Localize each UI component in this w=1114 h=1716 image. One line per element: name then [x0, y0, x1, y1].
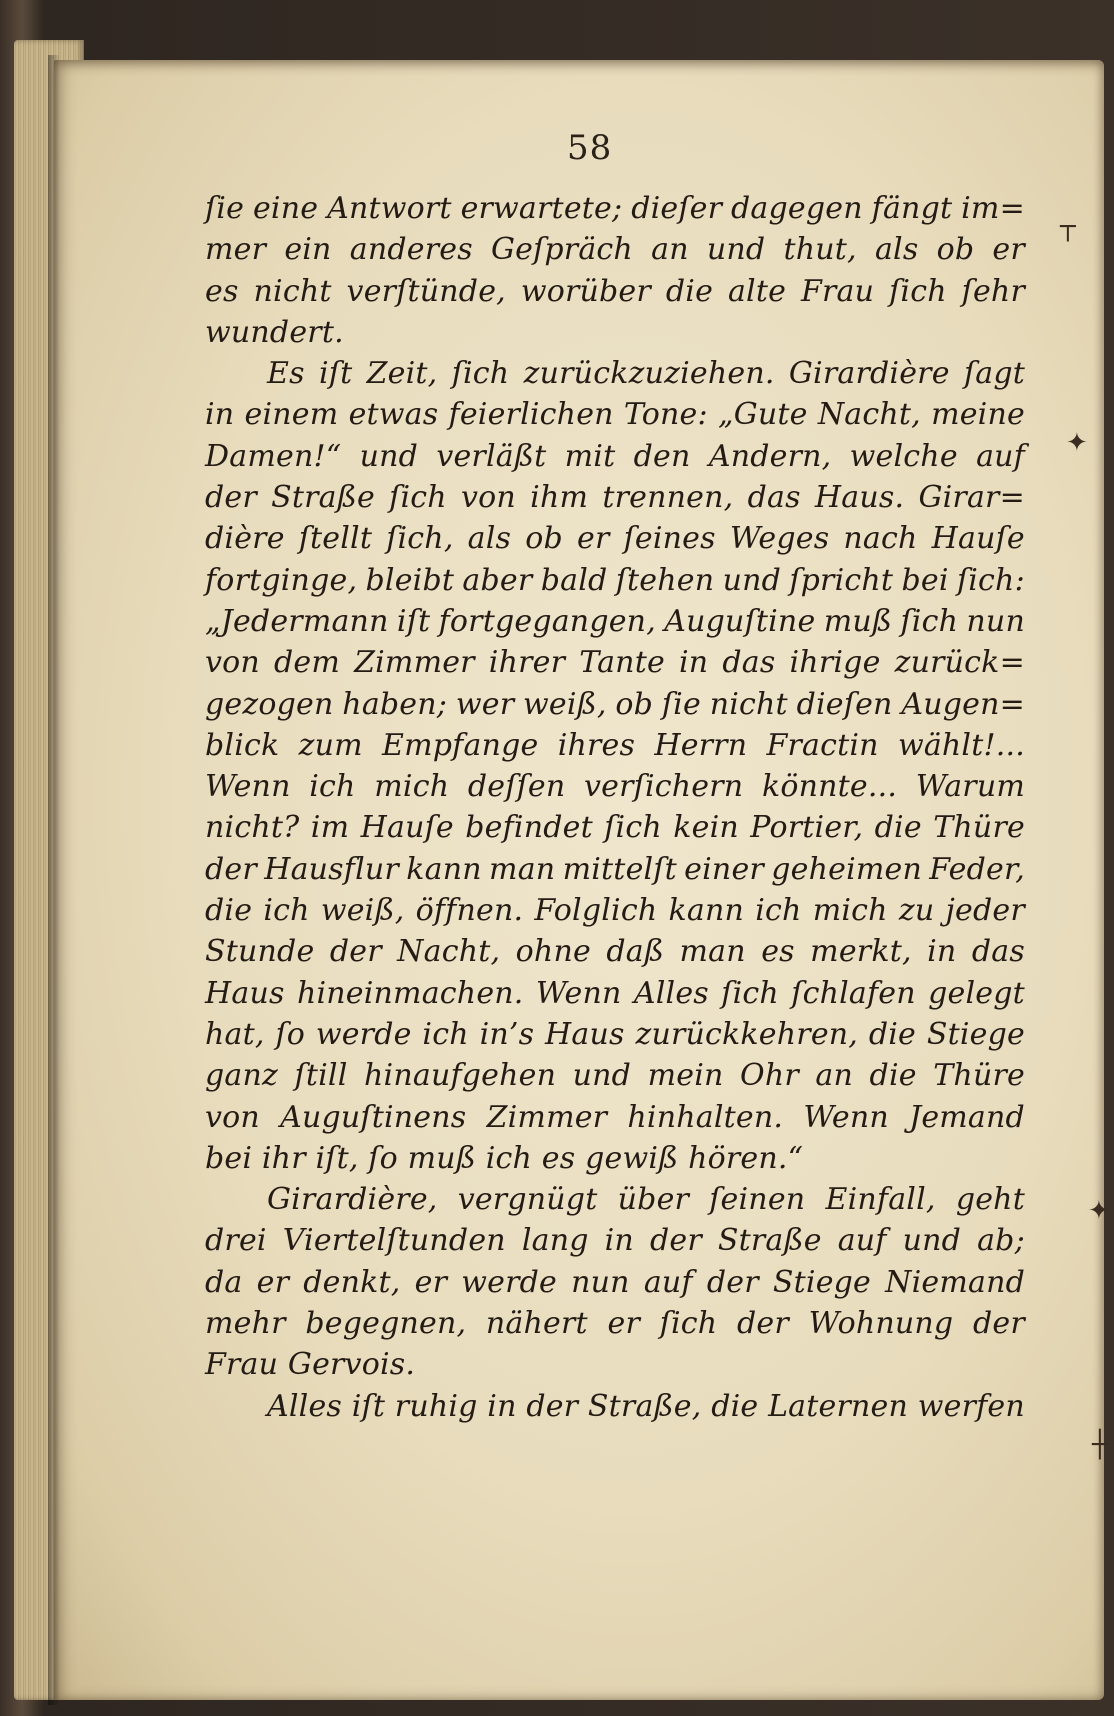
word: daß	[606, 934, 665, 970]
word: bei	[901, 562, 949, 598]
word: ſpricht	[789, 562, 894, 598]
word: dière	[205, 521, 285, 557]
word: Wenn	[803, 1099, 889, 1135]
word: ſich,	[386, 521, 454, 557]
word: Einfall,	[825, 1182, 936, 1218]
word: und	[706, 232, 766, 268]
word: fängt	[871, 191, 953, 226]
word: ganz	[205, 1058, 279, 1094]
word: Niemand	[885, 1264, 1025, 1300]
word: und	[902, 1223, 962, 1259]
text-line	[205, 188, 1025, 229]
word: als	[874, 232, 919, 268]
word: und	[359, 438, 419, 474]
word: Nacht,	[397, 934, 501, 970]
text-line	[205, 1262, 1025, 1303]
word: zurückkehren,	[635, 1016, 859, 1052]
word: ſeines	[623, 521, 716, 557]
word: Nacht,	[817, 397, 921, 433]
word: Frau	[801, 273, 875, 309]
text-line	[205, 725, 1025, 766]
word: Hauſe	[360, 810, 454, 846]
text-line	[205, 1055, 1025, 1096]
word: Girar=	[918, 480, 1025, 516]
body-text	[205, 188, 1025, 1427]
word: muß	[823, 603, 893, 639]
text-line: Frau Gervois.	[205, 1347, 416, 1383]
word: Damen!“	[205, 438, 342, 474]
word: zurückzuziehen.	[523, 356, 775, 392]
word: der	[649, 1223, 702, 1259]
word: ſtill	[294, 1058, 348, 1094]
word: einer	[684, 851, 764, 887]
word: über	[617, 1182, 690, 1218]
word: verläßt	[436, 438, 547, 474]
word: als	[467, 521, 512, 557]
word: man	[679, 934, 746, 970]
word: verſtünde,	[346, 273, 506, 309]
text-line	[205, 931, 1025, 972]
word: geht	[955, 1182, 1025, 1218]
word: Straße	[717, 1223, 822, 1259]
word: auf	[837, 1223, 887, 1259]
word: Weges	[729, 521, 830, 557]
word: ſich	[721, 975, 779, 1011]
word: lang	[521, 1223, 589, 1259]
word: erwartete;	[460, 191, 623, 226]
word: Feder,	[929, 851, 1025, 887]
word: Zimmer	[486, 1099, 608, 1135]
text-line	[205, 353, 1025, 394]
word: es	[761, 934, 795, 970]
word: nun	[571, 1264, 630, 1300]
text-line	[205, 642, 1025, 683]
word: ſich:	[956, 562, 1025, 598]
word: dem	[274, 645, 341, 681]
word: Auguſtine	[664, 603, 816, 639]
word: die	[868, 1016, 917, 1052]
word: Laternen	[768, 1388, 909, 1424]
word: Empfange	[382, 727, 539, 763]
word: ſagt	[963, 356, 1025, 392]
text-line	[205, 436, 1025, 477]
word: ſich	[889, 273, 947, 309]
word: mein	[647, 1058, 724, 1094]
word: mehr	[205, 1306, 286, 1342]
word: der	[526, 1388, 579, 1424]
word: ſchlafen	[791, 975, 916, 1011]
text-line	[205, 229, 1025, 270]
word: feierlichen	[448, 397, 614, 433]
word: das	[722, 645, 776, 681]
word: anderes	[349, 232, 473, 268]
margin-mark-lower: ✦	[1088, 1196, 1110, 1226]
word: ſich	[659, 1306, 718, 1342]
text-line	[205, 271, 1025, 312]
word: Haus	[545, 1016, 625, 1052]
word: Jemand	[909, 1099, 1025, 1135]
word: Stunde	[205, 934, 315, 970]
word: werde	[461, 1264, 557, 1300]
word: in’s	[479, 1016, 535, 1052]
word: iſt	[318, 356, 353, 392]
word: in	[927, 934, 957, 970]
word: kann	[406, 851, 482, 887]
word: er	[414, 1264, 448, 1300]
word: da	[205, 1264, 243, 1300]
text-line	[205, 518, 1025, 559]
word: von	[205, 1099, 260, 1135]
word: kann	[668, 893, 745, 929]
text-line	[205, 1386, 1025, 1427]
margin-mark-top: ┬	[1060, 212, 1076, 242]
text-line	[205, 1303, 1025, 1344]
word: ab;	[977, 1223, 1025, 1259]
word: mittelſt	[562, 851, 677, 887]
text-line	[205, 973, 1025, 1014]
word: denkt,	[303, 1264, 401, 1300]
word: dagegen	[731, 191, 863, 226]
word: ob	[525, 521, 563, 557]
word: begegnen,	[305, 1306, 467, 1342]
word: ihm	[530, 480, 589, 516]
word: in	[604, 1223, 634, 1259]
word: iſt	[351, 1388, 386, 1424]
text-line	[205, 1179, 1025, 1220]
word: Geſpräch	[490, 232, 633, 268]
word: nähert	[485, 1306, 588, 1342]
word: Wenn	[535, 975, 622, 1011]
word: bleibt	[365, 562, 455, 598]
word: Zimmer	[354, 645, 475, 681]
word: ſehr	[961, 273, 1025, 309]
word: jeder	[945, 893, 1025, 929]
text-line	[205, 890, 1025, 931]
word: der	[205, 851, 257, 887]
text-line: bei ihr iſt, ſo muß ich es gewiß hören.“	[205, 1140, 804, 1176]
word: ihres	[557, 727, 636, 763]
word: hat,	[205, 1016, 265, 1052]
word: etwas	[348, 397, 439, 433]
word: werde	[315, 1016, 412, 1052]
word: ſich	[451, 356, 510, 392]
word: vergnügt	[457, 1182, 598, 1218]
word: ein	[284, 232, 332, 268]
word: es	[205, 273, 239, 309]
word: der	[973, 1306, 1025, 1342]
page-number: 58	[567, 128, 613, 168]
word: nach	[843, 521, 918, 557]
word: von	[461, 480, 516, 516]
word: die	[869, 1058, 917, 1094]
word: aber	[462, 562, 533, 598]
text-line	[205, 849, 1025, 890]
word: in	[487, 1388, 517, 1424]
word: mit	[564, 438, 616, 474]
word: auf	[976, 438, 1025, 474]
word: und	[572, 1058, 632, 1094]
text-line	[205, 477, 1025, 518]
word: ich	[755, 893, 802, 929]
word: Stiege	[926, 1016, 1025, 1052]
word: der	[205, 480, 257, 516]
word: man	[489, 851, 556, 887]
word: nicht?	[205, 810, 300, 846]
word: an	[815, 1058, 854, 1094]
word: die	[711, 1388, 759, 1424]
word: Thüre	[933, 1058, 1025, 1094]
word: Hausflur	[264, 851, 399, 887]
word: Haus	[205, 975, 285, 1011]
word: er	[256, 1264, 290, 1300]
word: der	[736, 1306, 789, 1342]
text-line	[205, 766, 1025, 807]
word: nicht	[709, 686, 788, 722]
word: kein	[673, 810, 739, 846]
word: zu	[898, 893, 935, 929]
text-line	[205, 807, 1025, 848]
word: und	[722, 562, 782, 598]
word: Ohr	[740, 1058, 799, 1094]
word: zurück=	[894, 645, 1025, 681]
word: nicht	[253, 273, 332, 309]
word: drei	[205, 1223, 267, 1259]
word: Hauſe	[931, 521, 1025, 557]
text-line	[205, 1220, 1025, 1261]
word: geheimen	[771, 851, 922, 887]
word: der	[706, 1264, 759, 1300]
word: haben;	[342, 686, 448, 722]
word: mer	[205, 232, 267, 268]
word: die	[874, 810, 922, 846]
word: Thüre	[933, 810, 1025, 846]
text-line	[205, 1097, 1025, 1138]
word: ihrer	[488, 645, 566, 681]
word: hineinmachen.	[296, 975, 524, 1011]
word: Viertelſtunden	[282, 1223, 506, 1259]
word: im=	[961, 191, 1025, 226]
word: ſie	[205, 191, 245, 226]
word: weiß,	[320, 893, 405, 929]
word: bald	[540, 562, 608, 598]
word: Zeit,	[366, 356, 438, 392]
word: ihrige	[789, 645, 881, 681]
word: worüber	[520, 273, 651, 309]
word: die	[665, 273, 714, 309]
word: befindet	[465, 810, 593, 846]
word: Tone:	[623, 397, 708, 433]
word: Es	[267, 356, 305, 392]
word: Girardière,	[267, 1182, 438, 1218]
word: dieſer	[631, 191, 723, 226]
word: ſich	[604, 810, 662, 846]
text-line	[205, 560, 1025, 601]
word: den	[633, 438, 691, 474]
word: hinaufgehen	[364, 1058, 557, 1094]
word: ruhig	[394, 1388, 478, 1424]
word: in	[205, 397, 235, 433]
word: werfen	[917, 1388, 1025, 1424]
word: thut,	[783, 232, 857, 268]
word: deſſen	[467, 769, 566, 805]
word: „Gute	[718, 397, 808, 433]
word: könnte...	[761, 769, 898, 805]
word: von	[205, 645, 260, 681]
word: auf	[643, 1264, 693, 1300]
word: fortginge,	[205, 562, 358, 598]
word: dieſen	[796, 686, 893, 722]
word: gezogen	[205, 686, 334, 722]
word: hinhalten.	[627, 1099, 784, 1135]
word: ob	[615, 686, 654, 722]
word: wer	[455, 686, 515, 722]
word: ich	[309, 769, 356, 805]
word: Wohnung	[808, 1306, 954, 1342]
word: Tante	[579, 645, 665, 681]
word: wählt!...	[897, 727, 1025, 763]
word: ohne	[515, 934, 591, 970]
word: ſich	[900, 603, 959, 639]
word: mich	[374, 769, 450, 805]
word: Girardière	[788, 356, 950, 392]
word: Alles	[633, 975, 709, 1011]
word: in	[678, 645, 709, 681]
word: er	[992, 232, 1025, 268]
word: er	[607, 1306, 640, 1342]
word: Antwort	[327, 191, 452, 226]
word: iſt	[396, 603, 431, 639]
word: Auguſtinens	[280, 1099, 467, 1135]
text-line: wundert.	[205, 314, 344, 350]
word: nun	[966, 603, 1025, 639]
word: ich	[263, 893, 310, 929]
word: Folglich	[534, 893, 658, 929]
word: ich	[422, 1016, 469, 1052]
word: Warum	[915, 769, 1025, 805]
word: mich	[812, 893, 888, 929]
word: zum	[298, 727, 363, 763]
margin-mark-bottom: ┼	[1092, 1430, 1108, 1460]
word: Herrn	[654, 727, 748, 763]
word: Straße	[271, 480, 375, 516]
word: der	[329, 934, 382, 970]
word: er	[577, 521, 610, 557]
spine-shadow	[48, 55, 60, 1705]
margin-mark-middle: ✦	[1066, 428, 1088, 458]
word: ſie	[661, 686, 701, 722]
word: ſeinen	[709, 1182, 806, 1218]
word: Straße,	[587, 1388, 702, 1424]
word: verſichern	[584, 769, 744, 805]
word: einem	[244, 397, 339, 433]
word: öffnen.	[415, 893, 524, 929]
word: Andern,	[708, 438, 832, 474]
word: Portier,	[750, 810, 864, 846]
word: eine	[252, 191, 319, 226]
text-line	[205, 601, 1025, 642]
word: Wenn	[205, 769, 291, 805]
word: an	[651, 232, 689, 268]
word: ſo	[275, 1016, 306, 1052]
word: Stiege	[772, 1264, 872, 1300]
word: die	[205, 893, 253, 929]
word: im	[310, 810, 350, 846]
word: gelegt	[928, 975, 1025, 1011]
text-line	[205, 394, 1025, 435]
word: Augen=	[901, 686, 1025, 722]
text-line	[205, 1014, 1025, 1055]
word: Haus.	[814, 480, 905, 516]
word: meine	[931, 397, 1025, 433]
word: „Jedermann	[205, 603, 389, 639]
word: alte	[727, 273, 787, 309]
word: ſich	[389, 480, 447, 516]
word: das	[747, 480, 801, 516]
text-line	[205, 684, 1025, 725]
word: ob	[936, 232, 975, 268]
word: weiß,	[523, 686, 607, 722]
word: fortgegangen,	[438, 603, 656, 639]
word: Fractin	[766, 727, 879, 763]
word: welche	[849, 438, 958, 474]
word: trennen,	[602, 480, 734, 516]
word: das	[971, 934, 1025, 970]
word: Alles	[267, 1388, 343, 1424]
word: ſtellt	[298, 521, 373, 557]
word: merkt,	[810, 934, 912, 970]
word: ſtehen	[615, 562, 715, 598]
word: blick	[205, 727, 280, 763]
